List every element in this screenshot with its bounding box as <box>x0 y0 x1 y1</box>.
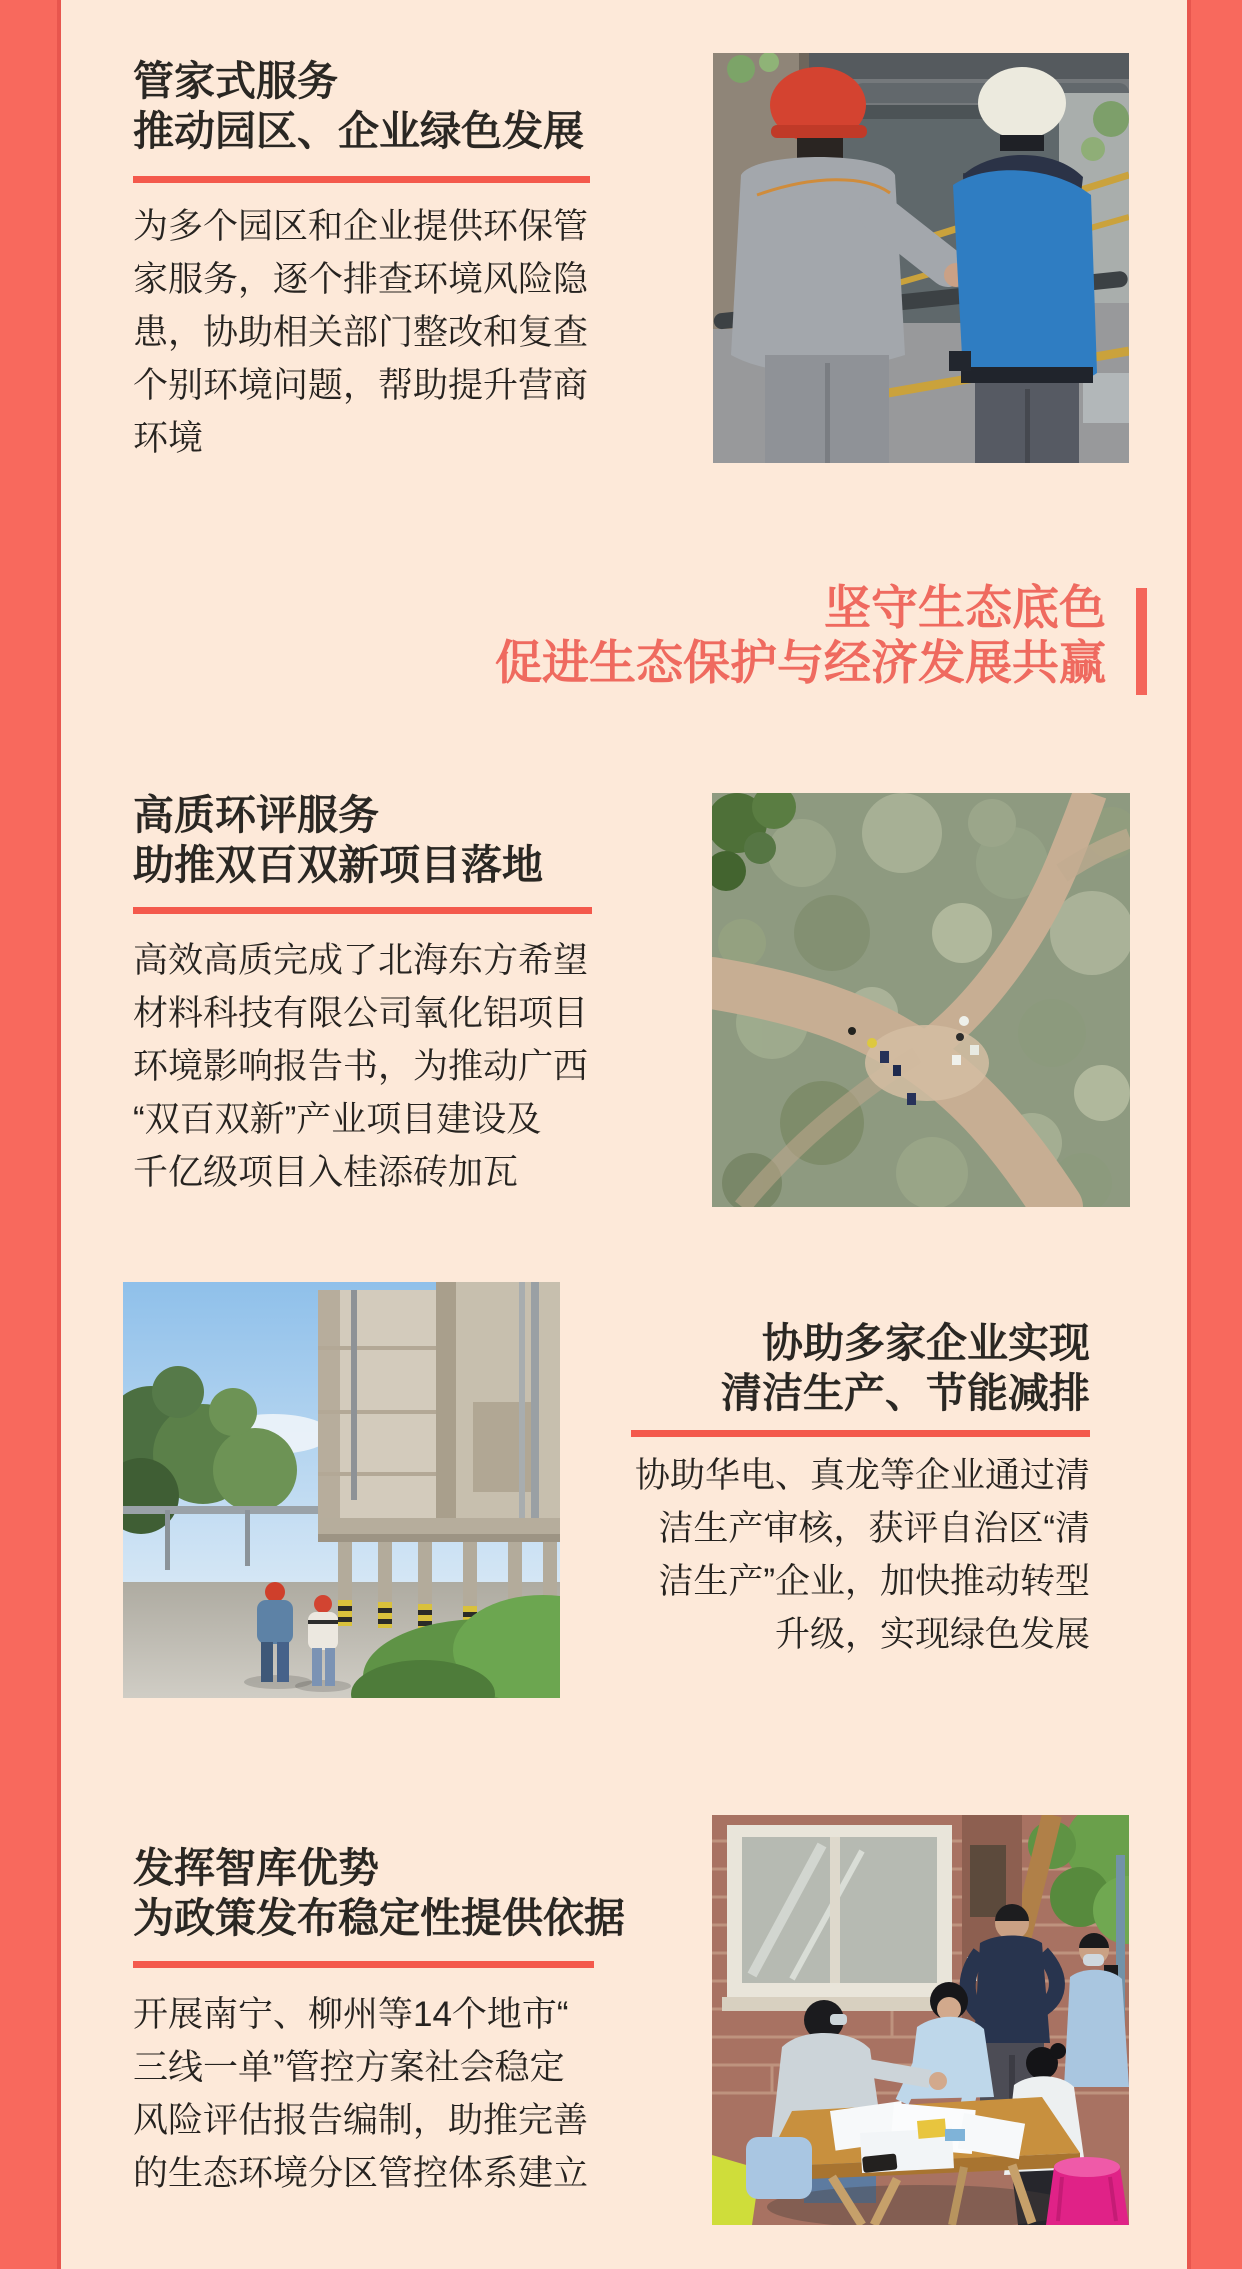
photo-community-meeting <box>712 1815 1129 2225</box>
title-underline <box>133 907 592 914</box>
photo-factory-silos <box>123 1282 560 1698</box>
body-line: 环境 <box>133 419 204 458</box>
section-title-line: 为政策发布稳定性提供依据 <box>133 1895 625 1941</box>
photo-aerial-survey-art <box>712 793 1130 1207</box>
body-line: 家服务，逐个排查环境风险隐 <box>133 260 589 299</box>
section-title-steward <box>133 56 584 156</box>
section-body-think-tank <box>133 1988 623 2200</box>
body-line: 洁生产”企业，加快推动转型 <box>658 1562 1090 1601</box>
title-underline <box>133 176 590 183</box>
right-border-stripe <box>1187 0 1242 2269</box>
section-body-steward <box>133 200 613 465</box>
section-title-think-tank <box>133 1843 625 1943</box>
banner-line: 坚守生态底色 <box>824 581 1106 634</box>
section-title-line: 协助多家企业实现 <box>762 1320 1090 1366</box>
body-line: 千亿级项目入桂添砖加瓦 <box>133 1153 519 1192</box>
banner-heading <box>420 580 1106 690</box>
section-body-cleaner-production <box>596 1449 1090 1661</box>
body-line: 开展南宁、柳州等14个地市“ <box>133 1995 569 2034</box>
body-line: 材料科技有限公司氧化铝项目 <box>133 994 589 1033</box>
section-title-line: 助推双百双新项目落地 <box>133 842 543 888</box>
body-line: 洁生产审核，获评自治区“清 <box>658 1509 1090 1548</box>
section-title-line: 推动园区、企业绿色发展 <box>133 108 584 154</box>
title-underline <box>133 1961 594 1968</box>
section-title-cleaner-production <box>500 1318 1090 1418</box>
section-title-line: 高质环评服务 <box>133 792 379 838</box>
body-line: 为多个园区和企业提供环保管 <box>133 207 589 246</box>
section-title-eia <box>133 790 543 890</box>
photo-community-meeting-art <box>712 1815 1129 2225</box>
banner-line: 促进生态保护与经济发展共赢 <box>495 636 1106 689</box>
body-line: 协助华电、真龙等企业通过清 <box>634 1456 1090 1495</box>
photo-aerial-survey <box>712 793 1130 1207</box>
section-body-eia <box>133 934 613 1199</box>
body-line: “双百双新”产业项目建设及 <box>133 1100 542 1139</box>
body-line: 患，协助相关部门整改和复查 <box>133 313 589 352</box>
section-title-line: 管家式服务 <box>133 58 338 104</box>
body-line: 的生态环境分区管控体系建立 <box>133 2154 589 2193</box>
body-line: 三线一单”管控方案社会稳定 <box>133 2048 565 2087</box>
body-line: 高效高质完成了北海东方希望 <box>133 941 589 980</box>
section-title-line: 清洁生产、节能减排 <box>721 1370 1090 1416</box>
section-title-line: 发挥智库优势 <box>133 1845 379 1891</box>
body-line: 个别环境问题，帮助提升营商 <box>133 366 589 405</box>
photo-plant-inspection <box>713 53 1129 463</box>
body-line: 环境影响报告书，为推动广西 <box>133 1047 589 1086</box>
title-underline <box>631 1430 1090 1437</box>
body-line: 升级，实现绿色发展 <box>774 1615 1090 1654</box>
photo-factory-silos-art <box>123 1282 560 1698</box>
body-line: 风险评估报告编制，助推完善 <box>133 2101 589 2140</box>
left-border-stripe <box>0 0 61 2269</box>
banner-accent-bar <box>1136 588 1147 695</box>
photo-plant-inspection-art <box>713 53 1129 463</box>
